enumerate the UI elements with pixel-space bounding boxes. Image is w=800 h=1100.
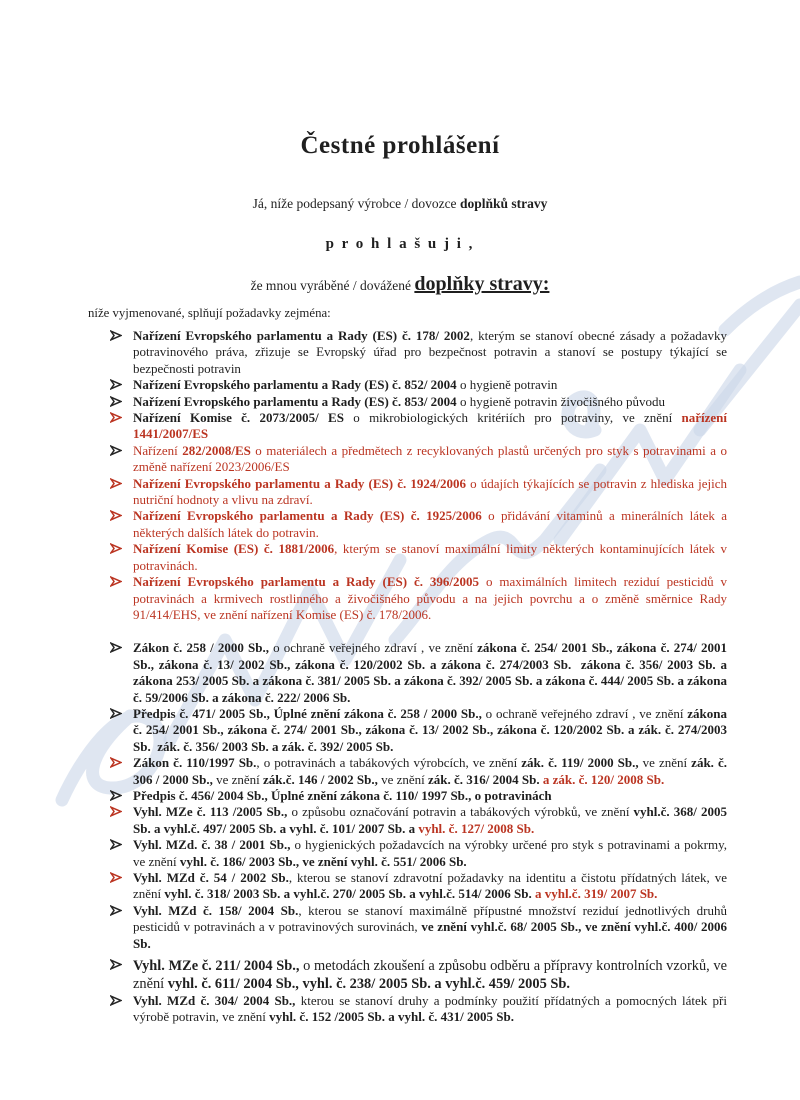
- list-item: [88, 804, 727, 837]
- arrow-bullet-icon: [110, 642, 122, 653]
- list-item-text: Nařízení Evropského parlamentu a Rady (ES) č. 178/ 2002, kterým se stanoví obecné zásady a požadavky potravinového práva, zřizuje se Evropský úřad pro bezpečnost potravin a stanoví se postupy týkající se bezpečnosti potravin: [133, 328, 727, 376]
- list-item-text: Vyhl. MZe č. 211/ 2004 Sb., o metodách zkoušení a způsobu odběru a přípravy kontrolních vzorků, ve znění vyhl. č. 611/ 2004 Sb., vyhl. č. 238/ 2005 Sb. a vyhl.č. 459/ 2005 Sb.: [133, 958, 727, 993]
- list-item: [88, 394, 727, 410]
- arrow-bullet-icon: [110, 478, 122, 489]
- arrow-bullet-icon: [110, 905, 122, 916]
- list-item: [88, 574, 727, 623]
- list-item: [88, 870, 727, 903]
- arrow-bullet-icon: [110, 510, 122, 521]
- list-item: [88, 788, 727, 804]
- list-item-text: Zákon č. 110/1997 Sb., o potravinách a tabákových výrobcích, ve znění zák. č. 119/ 2000 Sb., ve znění zák. č. 306 / 2000 Sb., ve znění zák.č. 146 / 2002 Sb., ve znění zák. č. 316/ 2004 Sb. a zák. č. 120/ 2008 Sb.: [133, 755, 727, 787]
- arrow-bullet-icon: [110, 959, 122, 970]
- list-item-text: Nařízení Komise č. 2073/2005/ ES o mikrobiologických kritériích pro potraviny, ve znění nařízení 1441/2007/ES: [133, 410, 727, 442]
- list-item-text: Nařízení Evropského parlamentu a Rady (ES) č. 1924/2006 o údajích týkajících se potravin z hlediska jejich nutriční hodnoty a vlivu na zdraví.: [133, 475, 727, 508]
- list-item: [88, 706, 727, 755]
- list-item: [88, 410, 727, 443]
- arrow-bullet-icon: [110, 412, 122, 423]
- list-item: [88, 541, 727, 574]
- list-item: [88, 443, 727, 476]
- list-item: [88, 993, 727, 1026]
- list-item-text: Vyhl. MZd. č. 38 / 2001 Sb., o hygienických požadavcích na výrobky určené pro styk s potravinami a pokrmy, ve znění vyhl. č. 186/ 2003 Sb., ve znění vyhl. č. 551/ 2006 Sb.: [133, 837, 727, 869]
- list-item-text: Vyhl. MZe č. 113 /2005 Sb., o způsobu označování potravin a tabákových výrobků, ve znění vyhl.č. 368/ 2005 Sb. a vyhl.č. 497/ 2005 Sb. a vyhl. č. 101/ 2007 Sb. a vyhl. č. 127/ 2008 Sb.: [133, 804, 727, 836]
- arrow-bullet-icon: [110, 330, 122, 341]
- arrow-bullet-icon: [110, 708, 122, 719]
- list-item-text: Předpis č. 471/ 2005 Sb., Úplné znění zákona č. 258 / 2000 Sb., o ochraně veřejného zdraví , ve znění zákona č. 254/ 2001 Sb., zákona č. 274/ 2001 Sb., zákona č. 13/ 2002 Sb., zákona č. 120/2002 Sb. a zák. č. 274/2003 Sb. zák. č. 356/ 2003 Sb. a zák. č. 392/ 2005 Sb.: [133, 705, 727, 754]
- list-item: [88, 476, 727, 509]
- arrow-bullet-icon: [110, 872, 122, 883]
- arrow-bullet-icon: [110, 576, 122, 587]
- list-item-text: Vyhl. MZd č. 304/ 2004 Sb., kterou se stanoví druhy a podmínky použití přídatných a pomocných látek při výrobě potravin, ve znění vyhl. č. 152 /2005 Sb. a vyhl. č. 431/ 2005 Sb.: [133, 993, 727, 1025]
- list-item-text: Vyhl. MZd č. 54 / 2002 Sb., kterou se stanoví zdravotní požadavky na identitu a čistotu přídatných látek, ve znění vyhl. č. 318/ 2003 Sb. a vyhl.č. 270/ 2005 Sb. a vyhl.č. 514/ 2006 Sb. a vyhl.č. 319/ 2007 Sb.: [133, 870, 727, 902]
- list-item-text: Nařízení Evropského parlamentu a Rady (ES) č. 396/2005 o maximálních limitech reziduí pesticidů v potravinách a krmivech rostlinného a živočišného původu a na jejich povrchu a o změně směrnice Rady 91/414/EHS, ve znění nařízení Komise (ES) č. 178/2006.: [133, 574, 727, 622]
- arrow-bullet-icon: [110, 806, 122, 817]
- arrow-bullet-icon: [110, 543, 122, 554]
- list-item-text: Zákon č. 258 / 2000 Sb., o ochraně veřejného zdraví , ve znění zákona č. 254/ 2001 Sb., zákona č. 274/ 2001 Sb., zákona č. 13/ 2002 Sb., zákona č. 120/2002 Sb. a zákona č. 274/2003 Sb. zákona č. 356/ 2003 Sb. a zákona 253/ 2005 Sb. a zákona č. 381/ 2005 Sb. a zákona č. 392/ 2005 Sb. a zákona č. 444/ 2005 Sb. a zákona č. 59/2006 Sb. a zákona č. 222/ 2006 Sb.: [133, 640, 727, 705]
- subject-bold-underlined: doplňky stravy:: [414, 273, 550, 295]
- arrow-bullet-icon: [110, 396, 122, 407]
- list-item-text: Nařízení Komise (ES) č. 1881/2006, kterým se stanoví maximální limity některých kontaminujících látek v potravinách.: [133, 541, 728, 573]
- arrow-bullet-icon: [110, 445, 122, 456]
- list-item-text: Nařízení Evropského parlamentu a Rady (ES) č. 853/ 2004 o hygieně potravin živočišného původu: [133, 393, 666, 409]
- list-item: [88, 377, 727, 393]
- list-item-text: Vyhl. MZd č. 158/ 2004 Sb., kterou se stanoví maximálně přípustné množství reziduí jednotlivých druhů pesticidů v potravinách a v potravinových surovinách, ve znění vyhl.č. 68/ 2005 Sb., ve znění vyhl.č. 400/ 2006 Sb.: [133, 902, 728, 951]
- subject-line: [0, 273, 800, 296]
- list-item-text: Nařízení 282/2008/ES o materiálech a předmětech z recyklovaných plastů určených pro styk s potravinami a o změně nařízení 2023/2006/ES: [133, 442, 727, 475]
- intro-bold: doplňků stravy: [459, 196, 548, 211]
- list-item: [88, 837, 727, 870]
- arrow-bullet-icon: [110, 995, 122, 1006]
- list-item-text: Předpis č. 456/ 2004 Sb., Úplné znění zákona č. 110/ 1997 Sb., o potravinách: [133, 787, 552, 803]
- declaration-word: p r o h l a š u j i ,: [325, 236, 475, 252]
- list-item: [88, 328, 727, 377]
- list-item: [88, 903, 727, 952]
- requirements-lead: níže vyjmenované, splňují požadavky zejména:: [88, 306, 331, 320]
- list-item-text: Nařízení Evropského parlamentu a Rady (ES) č. 852/ 2004 o hygieně potravin: [133, 377, 558, 393]
- arrow-bullet-icon: [110, 790, 122, 801]
- arrow-bullet-icon: [110, 379, 122, 390]
- arrow-bullet-icon: [110, 839, 122, 850]
- list-item: [88, 508, 727, 541]
- list-item: [88, 640, 727, 706]
- intro-line: [0, 196, 800, 212]
- page-title: Čestné prohlášení: [300, 132, 500, 159]
- legislation-list: [88, 328, 727, 1026]
- arrow-bullet-icon: [110, 757, 122, 768]
- subject-regular: že mnou vyráběné / dovážené: [250, 278, 415, 293]
- list-item-text: Nařízení Evropského parlamentu a Rady (ES) č. 1925/2006 o přidávání vitaminů a minerálních látek a některých dalších látek do potravin.: [133, 508, 728, 540]
- intro-regular: Já, níže podepsaný výrobce / dovozce: [252, 196, 460, 211]
- list-item: [88, 957, 727, 993]
- list-item: [88, 755, 727, 788]
